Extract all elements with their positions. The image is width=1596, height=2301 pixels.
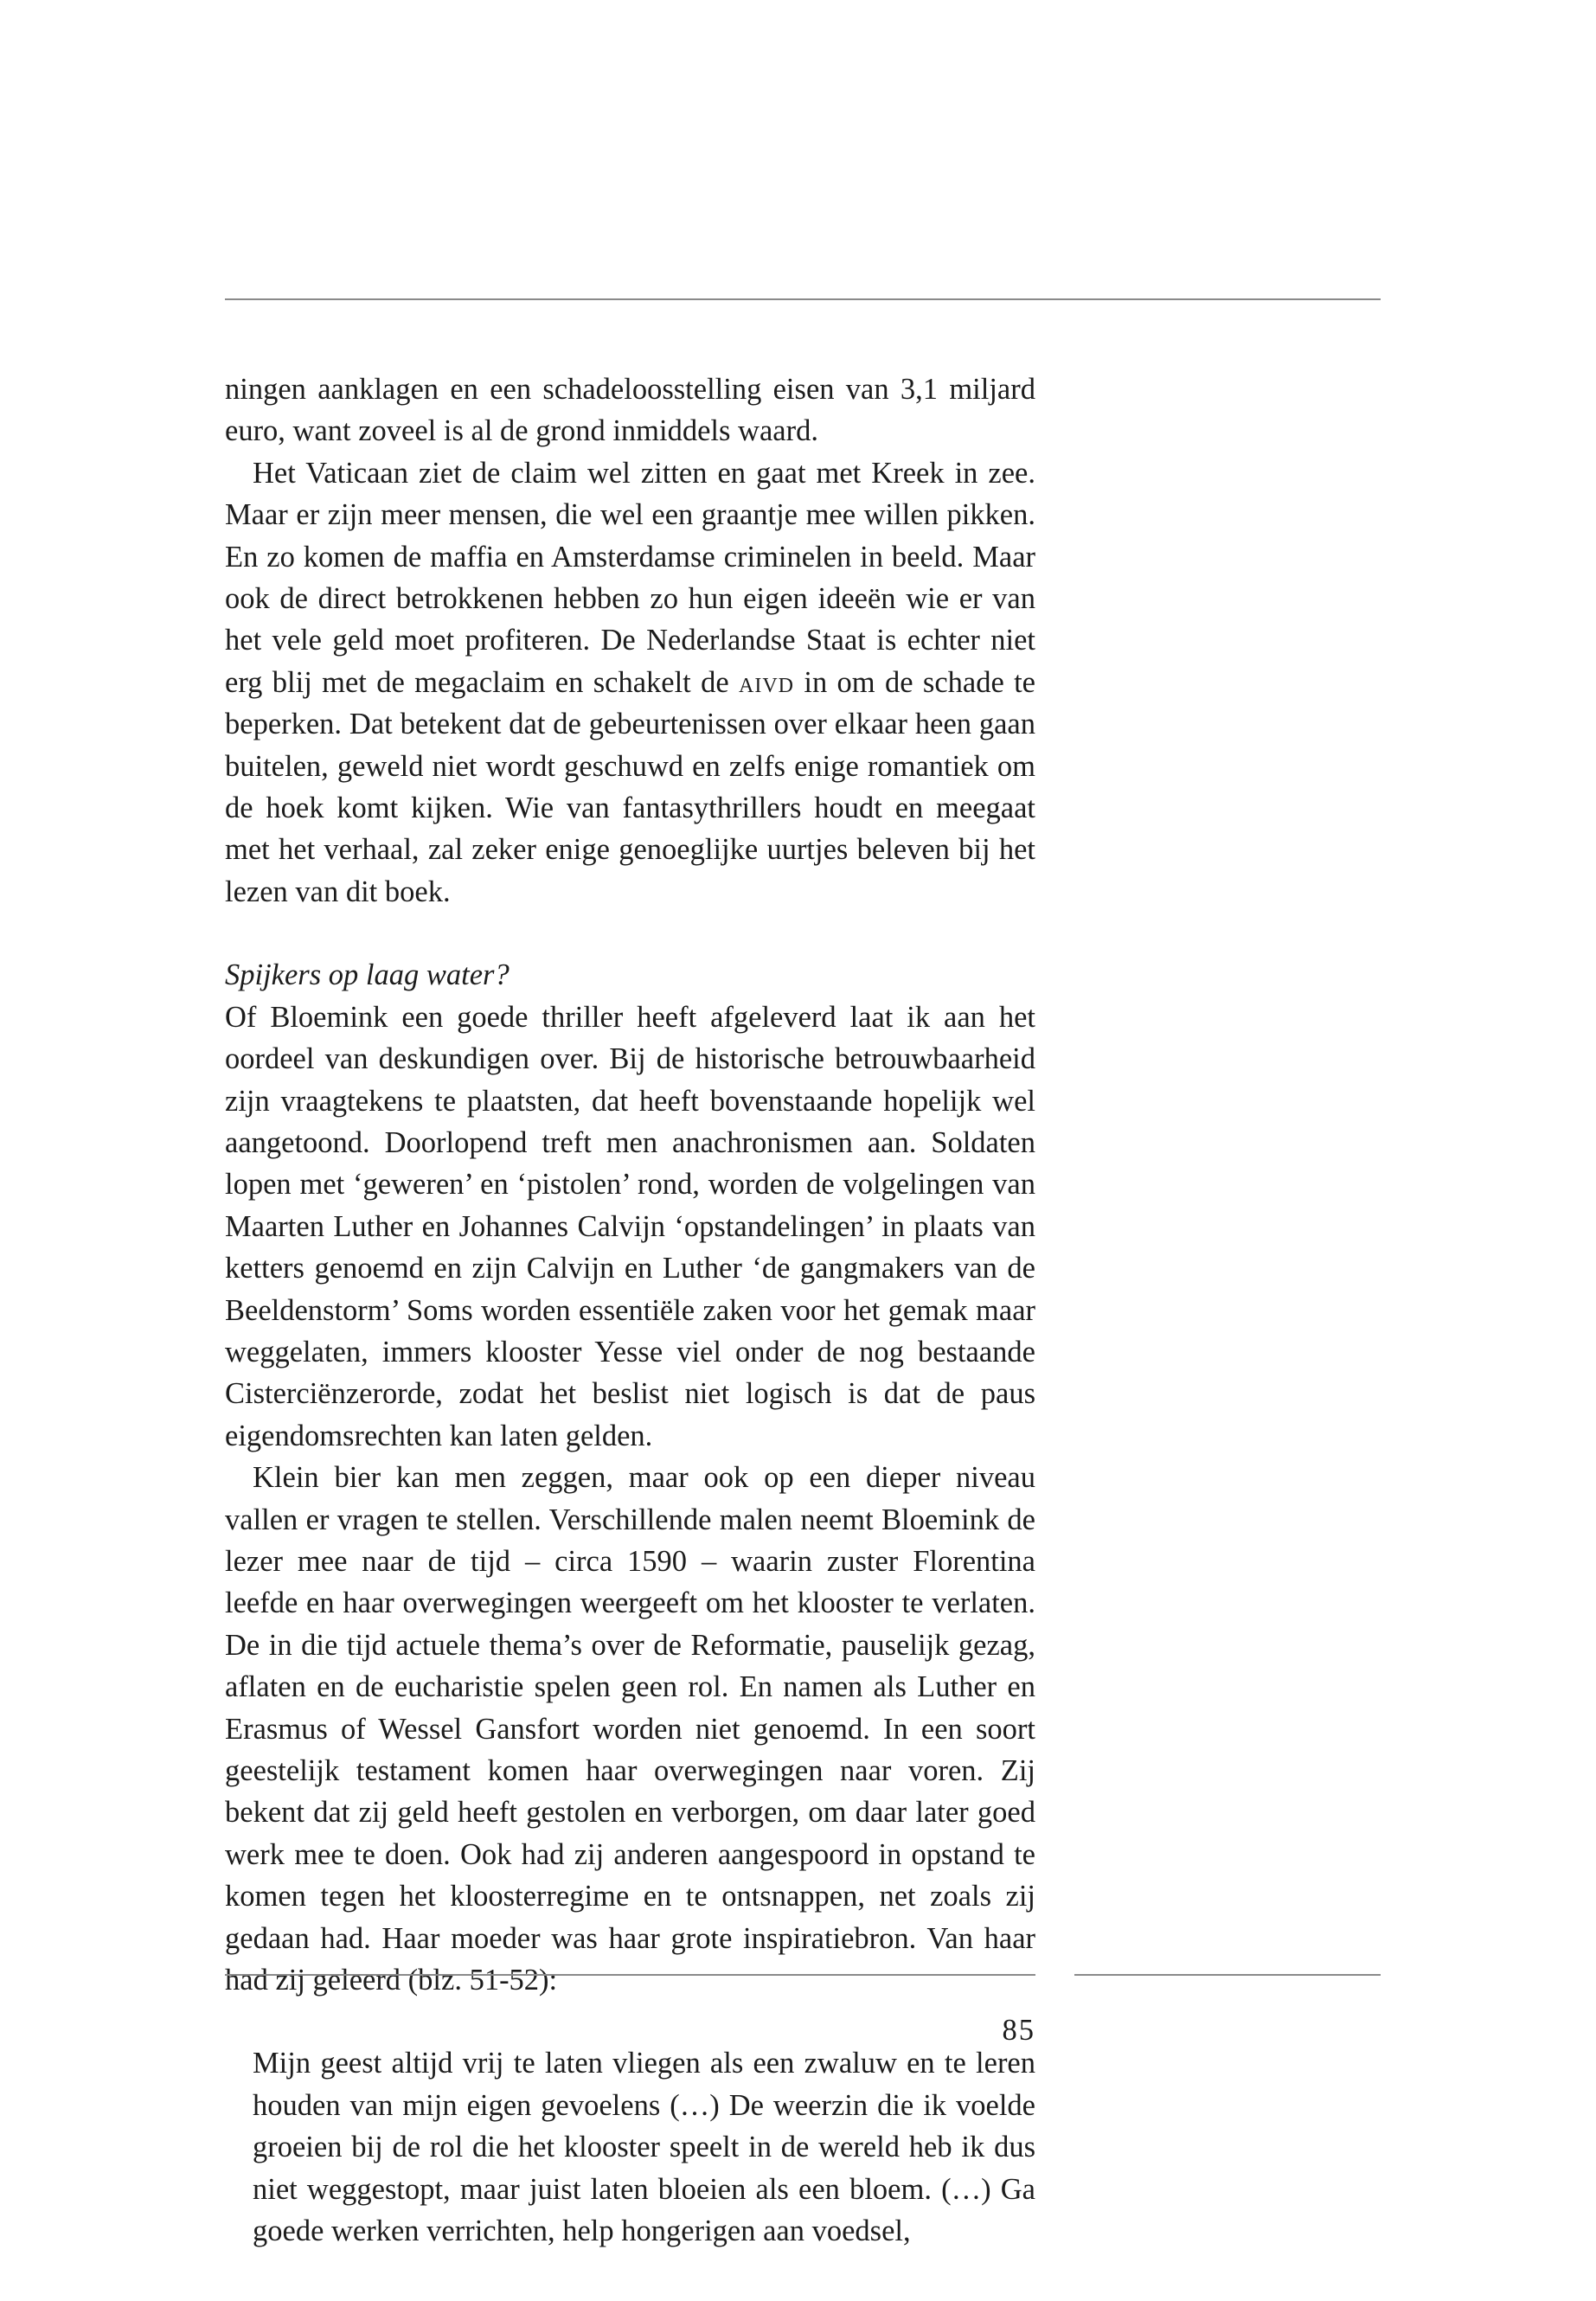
paragraph-1: ningen aanklagen en een schadeloosstelling eisen van 3,1 miljard euro, want zoveel is al de grond inmiddels waard. <box>225 373 1035 448</box>
top-rule <box>225 298 1381 300</box>
section-heading: Spijkers op laag water? <box>225 958 510 992</box>
aivd-abbreviation: aivd <box>739 665 795 699</box>
bottom-rule-main <box>225 1974 1035 1976</box>
paragraph-2-part-1: Het Vaticaan ziet de claim wel zitten en gaat met Kreek in zee. Maar er zijn meer mensen, die wel een graantje mee willen pikken. En zo komen de maffia en Amsterdamse criminelen in beeld. Maar ook de direct betrokkenen hebben zo hun eigen ideeën wie er van het vele geld moet profiteren. De Nederlandse Staat is echter niet erg blij met de megaclaim en schakelt de <box>225 456 1035 699</box>
page-number: 85 <box>1002 2014 1035 2047</box>
paragraph-3: Of Bloemink een goede thriller heeft afgeleverd laat ik aan het oordeel van deskundigen over. Bij de historische betrouwbaarheid zijn vraagtekens te plaatsten, dat heeft bovenstaande hopelijk wel aangetoond. Doorlopend treft men anachronismen aan. Soldaten lopen met ‘geweren’ en ‘pistolen’ rond, worden de volgelingen van Maarten Luther en Johannes Calvijn ‘opstandelingen’ in plaats van ketters genoemd en zijn Calvijn en Luther ‘de gangmakers van de Beeldenstorm’ Soms worden essentiële zaken voor het gemak maar weggelaten, immers klooster Yesse viel onder de nog bestaande Cisterciënzerorde, zodat het beslist niet logisch is dat de paus eigendomsrechten kan laten gelden. <box>225 1000 1035 1452</box>
main-text-column <box>225 369 1035 2252</box>
block-quote: Mijn geest altijd vrij te laten vliegen als een zwaluw en te leren houden van mijn eigen gevoelens (…) De weerzin die ik voelde groeien bij de rol die het klooster speelt in de wereld heb ik dus niet weggestopt, maar juist laten bloeien als een bloem. (…) Ga goede werken verrichten, help hongerigen aan voedsel, <box>253 2047 1035 2248</box>
paragraph-2 <box>225 452 1035 913</box>
paragraph-4: Klein bier kan men zeggen, maar ook op een dieper niveau vallen er vragen te stellen. Verschillende malen neemt Bloemink de lezer mee naar de tijd – circa 1590 – waarin zuster Florentina leefde en haar overwegingen weergeeft om het klooster te verlaten. De in die tijd actuele thema’s over de Reformatie, pauselijk gezag, aflaten en de eucharistie spelen geen rol. En namen als Luther en Erasmus of Wessel Gansfort worden niet genoemd. In een soort geestelijk testament komen haar overwegingen naar voren. Zij bekent dat zij geld heeft gestolen en verborgen, om daar later goed werk mee te doen. Ook had zij anderen aangespoord in opstand te komen tegen het kloosterregime en te ontsnappen, net zoals zij gedaan had. Haar moeder was haar grote inspiratiebron. Van haar had zij geleerd (blz. 51-52): <box>225 1461 1035 1997</box>
bottom-rule-side <box>1074 1974 1381 1976</box>
paragraph-2-part-2: in om de schade te beperken. Dat betekent dat de gebeurtenissen over elkaar heen gaan buitelen, geweld niet wordt geschuwd en zelfs enige romantiek om de hoek komt kijken. Wie van fantasythrillers houdt en meegaat met het verhaal, zal zeker enige genoeglijke uurtjes beleven bij het lezen van dit boek. <box>225 665 1035 908</box>
